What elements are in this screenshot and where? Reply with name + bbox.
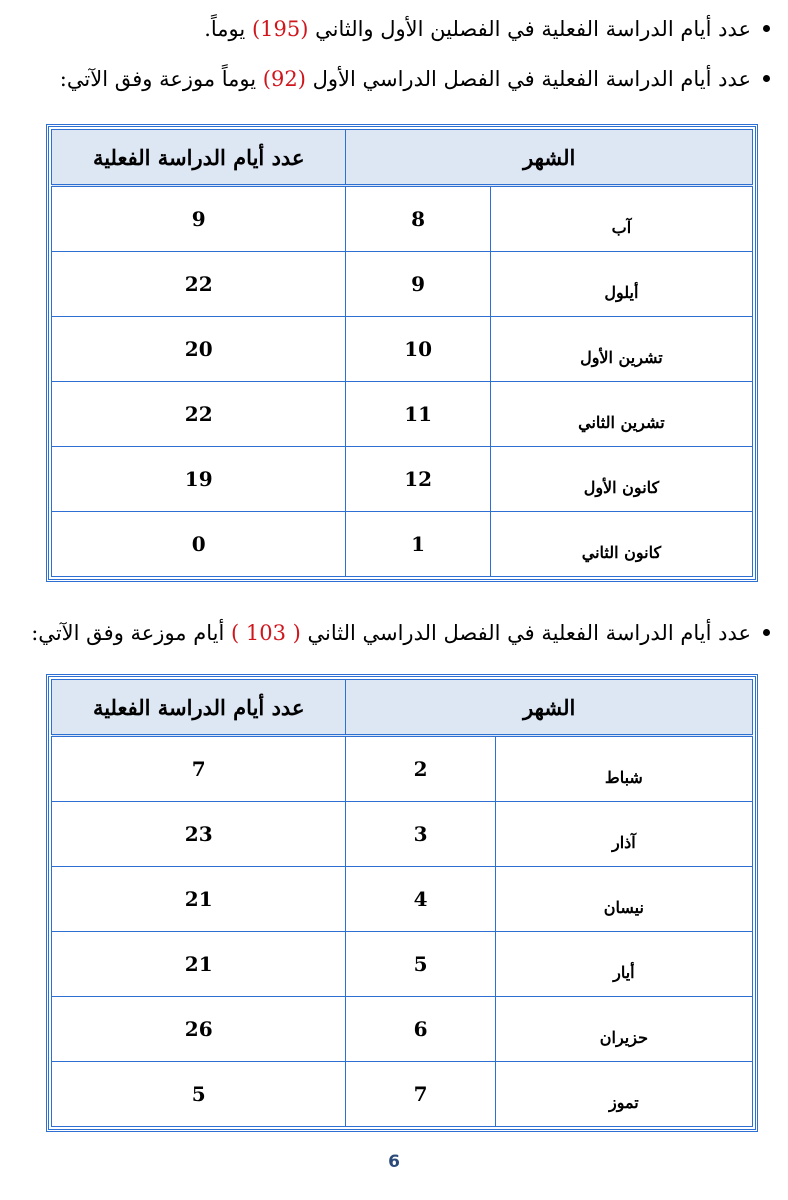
month-number: 4 bbox=[346, 867, 495, 932]
month-number: 6 bbox=[346, 997, 495, 1062]
month-number: 2 bbox=[346, 736, 495, 802]
study-days: 5 bbox=[52, 1062, 346, 1127]
bullet-second-semester: عدد أيام الدراسة الفعلية في الفصل الدراسي الثاني ( 103 ) أيام موزعة وفق الآتي: bbox=[31, 618, 770, 648]
study-days: 19 bbox=[52, 447, 346, 512]
month-name: تشرين الثاني bbox=[490, 382, 752, 447]
page-number: 6 bbox=[388, 1152, 400, 1172]
month-number: 11 bbox=[346, 382, 490, 447]
month-number: 9 bbox=[346, 252, 490, 317]
second-semester-table bbox=[46, 674, 758, 1132]
days-header: عدد أيام الدراسة الفعلية bbox=[52, 680, 346, 736]
month-name: شباط bbox=[495, 736, 752, 802]
month-name: أيار bbox=[495, 932, 752, 997]
bullet-total-days: عدد أيام الدراسة الفعلية في الفصلين الأول والثاني (195) يوماً. bbox=[204, 14, 770, 44]
month-name: تموز bbox=[495, 1062, 752, 1127]
month-number: 1 bbox=[346, 512, 490, 577]
study-days: 9 bbox=[52, 186, 346, 252]
study-days: 23 bbox=[52, 802, 346, 867]
study-days: 7 bbox=[52, 736, 346, 802]
month-header: الشهر bbox=[346, 130, 753, 186]
month-number: 3 bbox=[346, 802, 495, 867]
table-row bbox=[52, 512, 753, 577]
table-row bbox=[52, 1062, 753, 1127]
first-semester-table bbox=[46, 124, 758, 582]
month-header: الشهر bbox=[346, 680, 753, 736]
table-row bbox=[52, 447, 753, 512]
month-number: 10 bbox=[346, 317, 490, 382]
bullet-dot-icon bbox=[763, 75, 770, 82]
first-semester-days-number: (92) bbox=[262, 67, 306, 91]
table-row bbox=[52, 252, 753, 317]
month-name: حزيران bbox=[495, 997, 752, 1062]
study-days: 22 bbox=[52, 252, 346, 317]
study-days: 20 bbox=[52, 317, 346, 382]
total-days-number: (195) bbox=[251, 17, 309, 41]
month-name: آذار bbox=[495, 802, 752, 867]
month-number: 12 bbox=[346, 447, 490, 512]
table-row bbox=[52, 186, 753, 252]
study-days: 21 bbox=[52, 867, 346, 932]
second-semester-days-number: ( 103 ) bbox=[230, 621, 301, 645]
study-days: 0 bbox=[52, 512, 346, 577]
days-header: عدد أيام الدراسة الفعلية bbox=[52, 130, 346, 186]
month-name: أيلول bbox=[490, 252, 752, 317]
month-name: آب bbox=[490, 186, 752, 252]
table-row bbox=[52, 932, 753, 997]
month-number: 5 bbox=[346, 932, 495, 997]
bullet-dot-icon bbox=[763, 629, 770, 636]
table-row bbox=[52, 736, 753, 802]
bullet-first-semester: عدد أيام الدراسة الفعلية في الفصل الدراسي الأول (92) يوماً موزعة وفق الآتي: bbox=[60, 64, 770, 94]
month-name: كانون الأول bbox=[490, 447, 752, 512]
table-row bbox=[52, 802, 753, 867]
study-days: 22 bbox=[52, 382, 346, 447]
month-number: 8 bbox=[346, 186, 490, 252]
table-row bbox=[52, 997, 753, 1062]
study-days: 26 bbox=[52, 997, 346, 1062]
study-days: 21 bbox=[52, 932, 346, 997]
month-number: 7 bbox=[346, 1062, 495, 1127]
bullet-dot-icon bbox=[763, 25, 770, 32]
month-name: تشرين الأول bbox=[490, 317, 752, 382]
table-row bbox=[52, 382, 753, 447]
month-name: كانون الثاني bbox=[490, 512, 752, 577]
table-row bbox=[52, 867, 753, 932]
month-name: نيسان bbox=[495, 867, 752, 932]
table-row bbox=[52, 317, 753, 382]
